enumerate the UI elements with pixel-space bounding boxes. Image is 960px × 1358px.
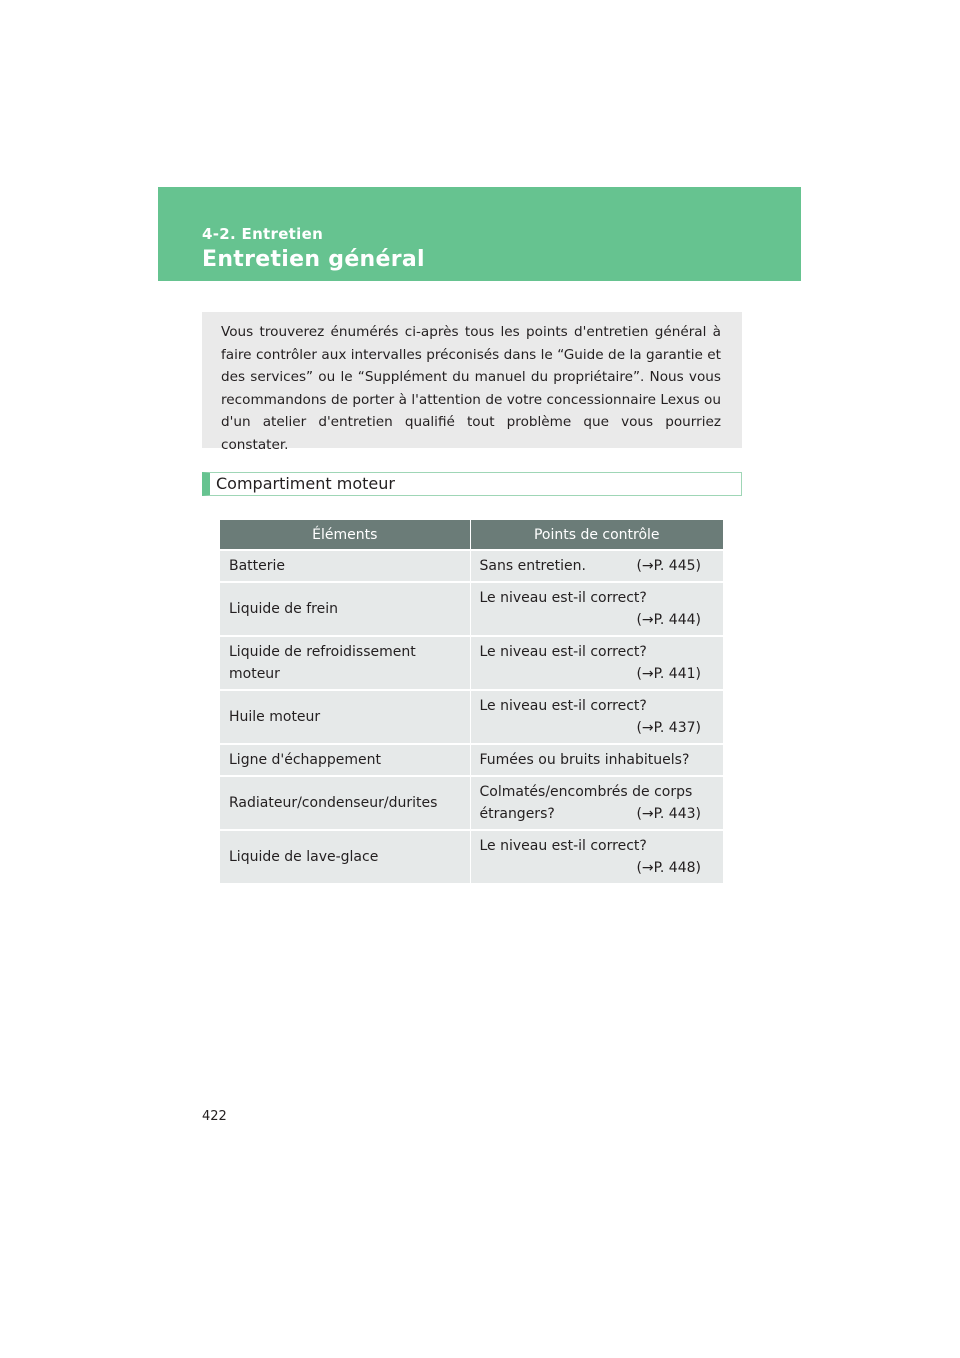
page-reference: (→P. 448) — [636, 860, 701, 876]
check-cell — [470, 744, 723, 776]
chapter-header-band — [158, 187, 801, 281]
check-text: Sans entretien. — [479, 558, 586, 574]
table-row — [220, 744, 723, 776]
section-heading-bar — [202, 472, 742, 496]
table-row — [220, 690, 723, 744]
item-cell: Batterie — [220, 550, 470, 582]
section-label: 4-2. Entretien — [202, 225, 324, 243]
table-row — [220, 830, 723, 883]
check-text: Colmatés/encombrés de corps — [479, 784, 693, 800]
page-number: 422 — [202, 1109, 227, 1124]
page-reference: (→P. 437) — [636, 720, 701, 736]
check-cell — [470, 776, 723, 830]
check-text: Le niveau est-il correct? — [479, 698, 647, 714]
check-text: Le niveau est-il correct? — [479, 644, 647, 660]
check-cell — [470, 690, 723, 744]
column-header-checkpoints: Points de contrôle — [470, 520, 723, 550]
check-cell — [470, 550, 723, 582]
table-row — [220, 636, 723, 690]
page-reference: (→P. 443) — [636, 806, 701, 822]
inspection-table — [220, 520, 723, 883]
check-text: Le niveau est-il correct? — [479, 590, 647, 606]
item-cell: Ligne d'échappement — [220, 744, 470, 776]
table-row — [220, 550, 723, 582]
item-cell: Liquide de refroidissement moteur — [220, 636, 470, 690]
item-cell: Huile moteur — [220, 690, 470, 744]
page-title: Entretien général — [202, 247, 425, 272]
intro-box — [202, 312, 742, 453]
column-header-items: Éléments — [220, 520, 470, 550]
item-cell: Radiateur/condenseur/durites — [220, 776, 470, 830]
table-row — [220, 582, 723, 636]
page-reference: (→P. 445) — [636, 558, 701, 574]
check-text: Le niveau est-il correct? — [479, 838, 647, 854]
table-row — [220, 776, 723, 830]
table-header-row — [220, 520, 723, 550]
check-cell — [470, 636, 723, 690]
check-text-continued: étrangers? — [479, 806, 555, 822]
check-text: Fumées ou bruits inhabituels? — [479, 752, 690, 768]
check-cell — [470, 582, 723, 636]
page-reference: (→P. 441) — [636, 666, 701, 682]
section-heading: Compartiment moteur — [216, 474, 395, 493]
item-cell: Liquide de frein — [220, 582, 470, 636]
page-reference: (→P. 444) — [636, 612, 701, 628]
item-cell: Liquide de lave-glace — [220, 830, 470, 883]
intro-text: Vous trouverez énumérés ci-après tous les points d'entretien général à faire contrôler aux intervalles préconisés dans le “Guide de la garantie et des services” ou le “Supplément du manuel du propriétaire”. Nous vous recommandons de porter à l'attention de votre concessionnaire Lexus ou d'un atelier d'entretien qualifié tout problème que vous pourriez constater. — [221, 324, 721, 453]
check-cell — [470, 830, 723, 883]
